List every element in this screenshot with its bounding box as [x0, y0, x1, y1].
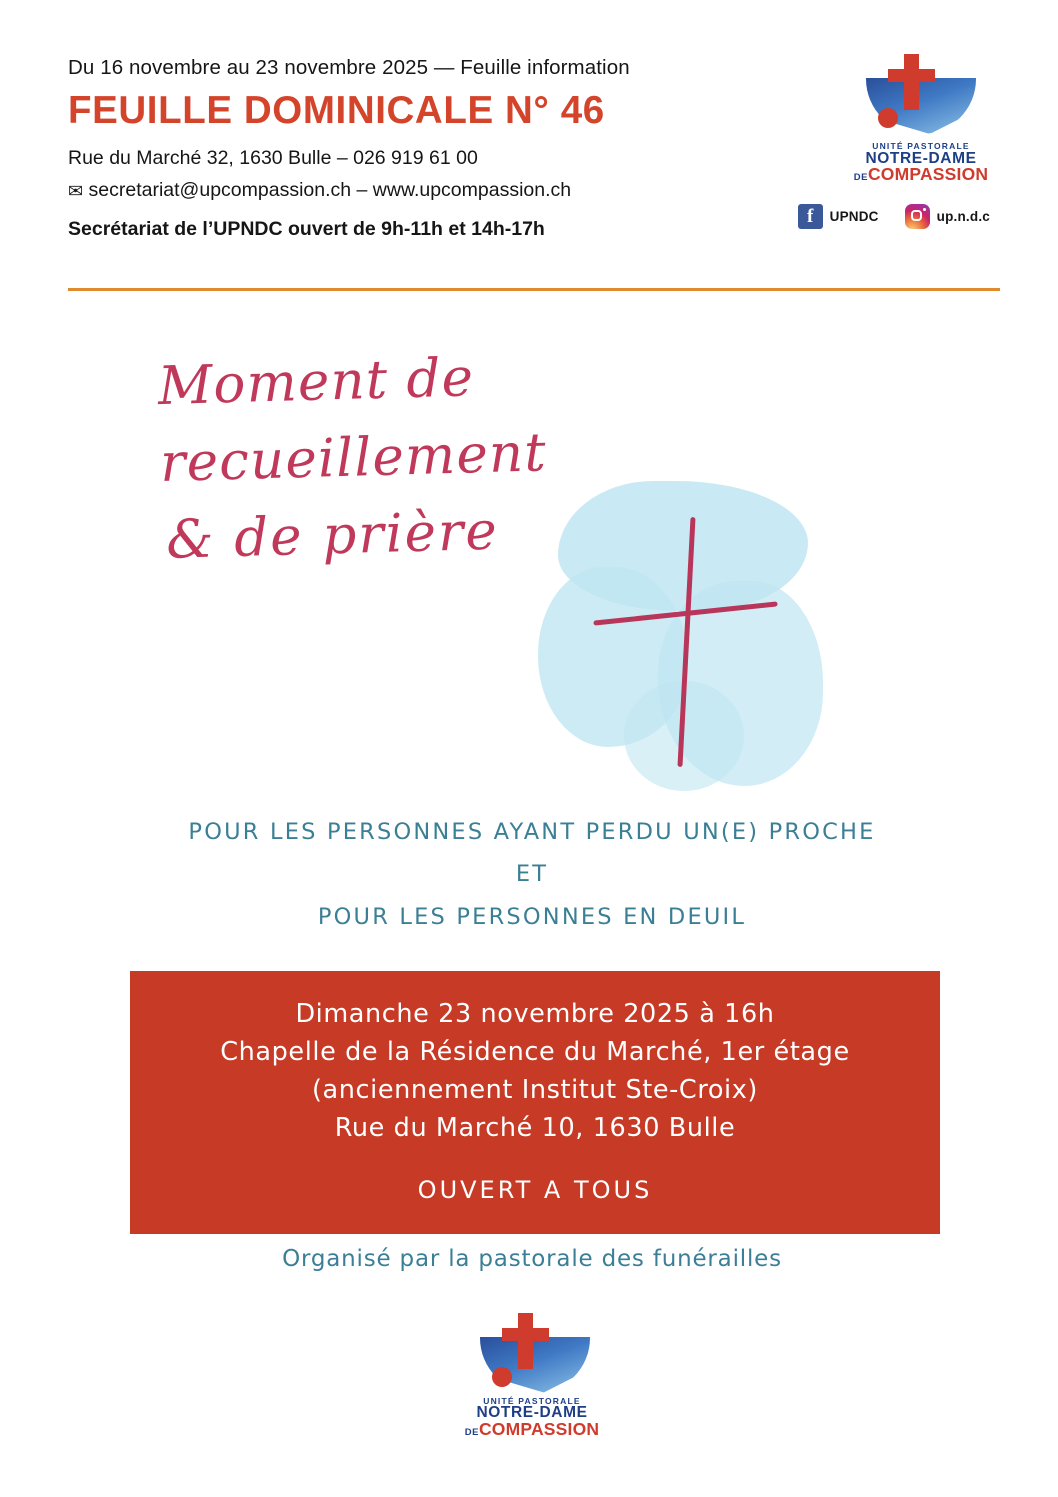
audience-block [68, 811, 996, 939]
logo-mark-footer [472, 1311, 592, 1399]
logo-dot-icon [878, 108, 898, 128]
facebook-icon[interactable]: f [798, 204, 823, 229]
document-header [68, 56, 996, 274]
logo-mark [858, 52, 984, 144]
logo-line-2-footer: NOTRE-DAME [476, 1404, 588, 1422]
instagram-icon[interactable] [905, 204, 930, 229]
logo-dot-icon-footer [492, 1367, 512, 1387]
address-text: Rue du Marché 32, 1630 Bulle – 026 919 61 00 [68, 147, 478, 169]
logo-line-3-text-footer: COMPASSION [478, 1418, 600, 1439]
logo-line-1: UNITÉ PASTORALE [872, 141, 970, 151]
logo-line-3-prefix: DE [853, 172, 868, 184]
logo-wordmark [846, 142, 996, 184]
audience-line-3: POUR LES PERSONNES EN DEUIL [317, 904, 747, 930]
event-venue-note: (anciennement Institut Ste-Croix) [312, 1075, 758, 1105]
flyer-script-line-1: Moment de recueillement [157, 346, 548, 494]
logo-line-2: NOTRE-DAME [865, 149, 977, 167]
issue-period: Du 16 novembre au 23 novembre 2025 — Feuille information [68, 56, 630, 79]
audience-line-1: POUR LES PERSONNES AYANT PERDU UN(E) PROCHE [188, 818, 876, 845]
logo-wordmark-footer [447, 1397, 617, 1439]
page-title: FEUILLE DOMINICALE N° 46 [68, 89, 605, 132]
event-venue: Chapelle de la Résidence du Marché, 1er étage [220, 1036, 850, 1067]
logo-line-3-prefix-footer: DE [464, 1426, 479, 1438]
address-line [68, 147, 808, 170]
logo-line-1-footer: UNITÉ PASTORALE [483, 1395, 581, 1406]
cross-icon [904, 54, 919, 110]
logo-line-3-footer [447, 1418, 617, 1439]
facebook-link[interactable] [798, 204, 879, 229]
parish-logo-header [846, 52, 996, 184]
header-text-block [68, 56, 808, 241]
event-datetime: Dimanche 23 novembre 2025 à 16h [295, 998, 775, 1029]
cross-icon-footer [518, 1313, 533, 1369]
instagram-link[interactable] [905, 204, 990, 229]
mail-icon: ✉ [68, 181, 84, 201]
logo-line-3 [846, 166, 996, 184]
logo-line-3-text: COMPASSION [867, 164, 989, 185]
event-details-box [130, 971, 940, 1234]
flyer-content [68, 321, 996, 1451]
instagram-label: up.n.d.c [936, 209, 990, 224]
flyer-script-line-2: & de prière [165, 499, 500, 571]
parish-logo-footer [447, 1311, 617, 1439]
office-hours: Secrétariat de l’UPNDC ouvert de 9h-11h et 14h-17h [68, 218, 545, 240]
organizer-line: Organisé par la pastorale des funérailles [282, 1245, 782, 1272]
audience-line-2: ET [515, 861, 549, 888]
social-links [798, 204, 990, 229]
event-address: Rue du Marché 10, 1630 Bulle [334, 1113, 736, 1144]
open-to-all-label: OUVERT A TOUS [417, 1175, 653, 1204]
facebook-label: UPNDC [829, 209, 879, 224]
contact-line [68, 179, 808, 202]
contact-text: secretariat@upcompassion.ch – www.upcompassion.ch [88, 179, 572, 201]
header-divider [68, 288, 1000, 291]
